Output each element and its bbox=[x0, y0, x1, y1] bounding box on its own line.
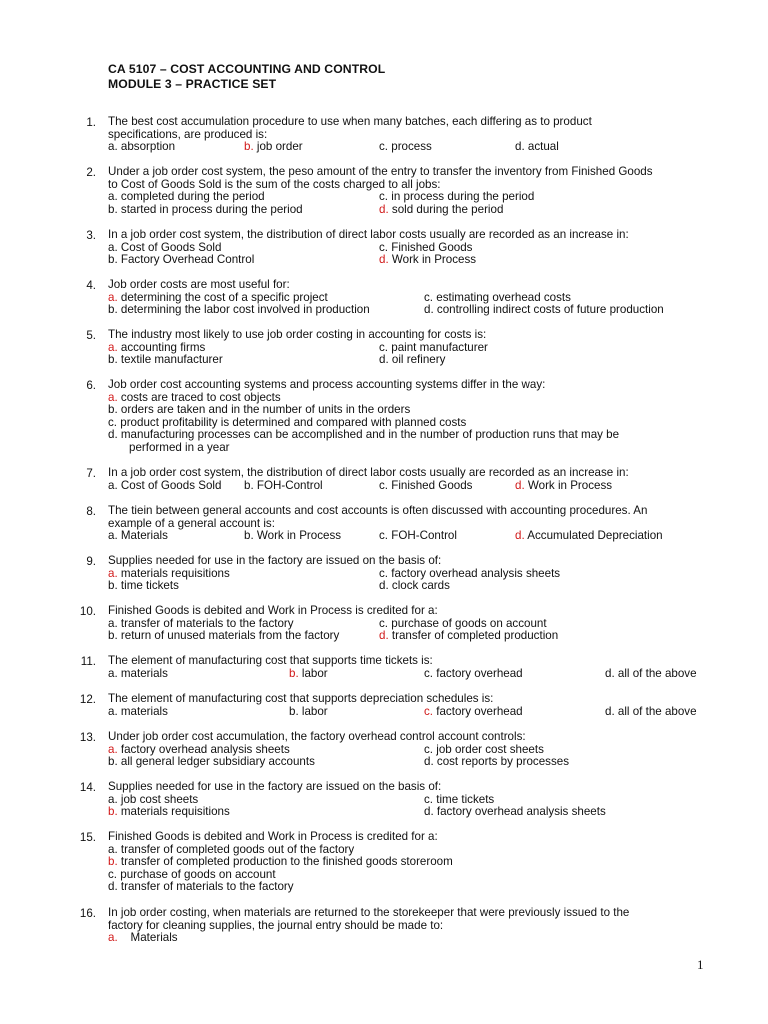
option-letter: b. bbox=[108, 629, 118, 643]
question-text: The best cost accumulation procedure to use when many batches, each differing as to product bbox=[108, 115, 592, 128]
question-text: factory for cleaning supplies, the journal entry should be made to: bbox=[108, 918, 444, 932]
answer-option bbox=[108, 580, 179, 593]
option-text: factory overhead bbox=[433, 666, 523, 680]
option-text: time tickets bbox=[433, 792, 495, 806]
option-letter: a. bbox=[108, 529, 118, 543]
correct-answer-letter: d. bbox=[379, 202, 389, 216]
option-letter: a. bbox=[108, 792, 118, 806]
option-text: orders are taken and in the number of units in the orders bbox=[117, 403, 411, 417]
option-text: FOH-Control bbox=[388, 529, 457, 543]
question-number: 7. bbox=[86, 467, 96, 480]
option-text: Work in Process bbox=[524, 478, 613, 492]
option-text: started in process during the period bbox=[117, 202, 303, 216]
option-text: materials bbox=[117, 704, 168, 718]
option-text: determining the labor cost involved in production bbox=[117, 303, 370, 317]
question-number: 6. bbox=[86, 379, 96, 392]
option-text: paint manufacturer bbox=[388, 340, 488, 354]
option-letter: c. bbox=[379, 190, 389, 204]
option-letter: d. bbox=[515, 140, 525, 154]
answer-option bbox=[108, 254, 254, 267]
question-text: The industry most likely to use job order costing in accounting for costs is: bbox=[108, 328, 487, 341]
option-letter: b. bbox=[108, 353, 118, 367]
option-letter: c. bbox=[379, 478, 389, 492]
option-text: factory overhead analysis sheets bbox=[433, 805, 606, 819]
question-text: Under a job order cost system, the peso amount of the entry to transfer the inventory from Finished Goods bbox=[108, 165, 653, 178]
question-number: 2. bbox=[86, 166, 96, 179]
answer-option bbox=[379, 254, 476, 267]
option-text: materials bbox=[117, 666, 168, 680]
option-text: factory overhead bbox=[433, 704, 523, 718]
answer-option bbox=[289, 706, 328, 719]
question-text: In a job order cost system, the distribution of direct labor costs usually are recorded as an increase in: bbox=[108, 466, 629, 479]
module-title: MODULE 3 – PRACTICE SET bbox=[108, 77, 277, 91]
answer-option bbox=[379, 630, 558, 643]
option-text: factory overhead analysis sheets bbox=[388, 566, 561, 580]
option-text: Factory Overhead Control bbox=[117, 253, 255, 267]
answer-option bbox=[605, 706, 697, 719]
page-number: 1 bbox=[697, 957, 704, 972]
option-text: Materials bbox=[117, 529, 168, 543]
question-text: In job order costing, when materials are returned to the storekeeper that were previously issued to the bbox=[108, 906, 630, 919]
option-letter: d. bbox=[424, 303, 434, 317]
option-text: textile manufacturer bbox=[117, 353, 223, 367]
course-title: CA 5107 – COST ACCOUNTING AND CONTROL bbox=[108, 62, 386, 76]
option-letter: a. bbox=[108, 240, 118, 254]
question-text: Finished Goods is debited and Work in Process is credited for a: bbox=[108, 604, 438, 617]
answer-option bbox=[424, 806, 606, 819]
question-number: 3. bbox=[86, 229, 96, 242]
option-letter: b. bbox=[108, 755, 118, 769]
option-letter: a. bbox=[108, 842, 118, 856]
option-text: labor bbox=[298, 666, 328, 680]
answer-option bbox=[244, 480, 323, 493]
option-text: completed during the period bbox=[117, 190, 265, 204]
question-number: 15. bbox=[79, 831, 96, 844]
question-text: to Cost of Goods Sold is the sum of the costs charged to all jobs: bbox=[108, 177, 441, 191]
answer-option bbox=[108, 304, 370, 317]
option-letter: a. bbox=[108, 616, 118, 630]
option-text: purchase of goods on account bbox=[388, 616, 547, 630]
correct-answer-letter: a. bbox=[108, 290, 118, 304]
correct-answer-letter: c. bbox=[424, 704, 434, 718]
option-text: controlling indirect costs of future production bbox=[433, 303, 664, 317]
option-letter: a. bbox=[108, 140, 118, 154]
option-letter: c. bbox=[379, 240, 389, 254]
answer-option bbox=[108, 530, 168, 543]
option-letter: b. bbox=[108, 303, 118, 317]
answer-option bbox=[108, 480, 221, 493]
answer-option bbox=[108, 806, 230, 819]
correct-answer-letter: d. bbox=[515, 529, 525, 543]
question-number: 11. bbox=[80, 655, 96, 668]
answer-option bbox=[108, 756, 315, 769]
option-letter: d. bbox=[379, 579, 389, 593]
option-letter: d. bbox=[424, 755, 434, 769]
option-text: job cost sheets bbox=[117, 792, 199, 806]
correct-answer-letter: a. bbox=[108, 931, 118, 945]
correct-answer-letter: a. bbox=[108, 390, 118, 404]
question-number: 10. bbox=[79, 605, 96, 618]
option-letter: b. bbox=[108, 253, 118, 267]
option-letter: c. bbox=[108, 867, 118, 881]
option-text: Finished Goods bbox=[388, 478, 473, 492]
question-text: specifications, are produced is: bbox=[108, 127, 268, 141]
answer-option bbox=[108, 354, 223, 367]
answer-option bbox=[379, 141, 432, 154]
option-text: in process during the period bbox=[388, 190, 535, 204]
option-text: Work in Process bbox=[388, 253, 477, 267]
answer-option bbox=[108, 141, 175, 154]
correct-answer-letter: a. bbox=[108, 742, 118, 756]
option-text: actual bbox=[524, 140, 559, 154]
option-text: transfer of completed goods out of the factory bbox=[117, 842, 355, 856]
option-text: materials requisitions bbox=[117, 805, 230, 819]
option-text: factory overhead analysis sheets bbox=[117, 742, 290, 756]
answer-option bbox=[108, 630, 339, 643]
option-text: accounting firms bbox=[117, 340, 206, 354]
correct-answer-letter: b. bbox=[289, 666, 299, 680]
answer-option bbox=[515, 480, 612, 493]
option-letter: c. bbox=[424, 792, 434, 806]
option-text: Finished Goods bbox=[388, 240, 473, 254]
option-letter: d. bbox=[605, 704, 615, 718]
option-text: materials requisitions bbox=[117, 566, 230, 580]
option-text: transfer of materials to the factory bbox=[117, 880, 294, 894]
answer-option bbox=[108, 204, 303, 217]
question-number: 12. bbox=[79, 693, 96, 706]
option-text: return of unused materials from the factory bbox=[117, 629, 340, 643]
option-letter: b. bbox=[108, 403, 118, 417]
question-text: Job order cost accounting systems and process accounting systems differ in the way: bbox=[108, 378, 546, 391]
option-text: Cost of Goods Sold bbox=[117, 478, 222, 492]
option-letter: c. bbox=[379, 140, 389, 154]
answer-option bbox=[424, 706, 523, 719]
option-text: product profitability is determined and compared with planned costs bbox=[117, 415, 467, 429]
question-text: Supplies needed for use in the factory are issued on the basis of: bbox=[108, 780, 442, 793]
option-letter: c. bbox=[379, 616, 389, 630]
option-letter: c. bbox=[424, 290, 434, 304]
question-text: Supplies needed for use in the factory are issued on the basis of: bbox=[108, 554, 442, 567]
option-letter: c. bbox=[379, 529, 389, 543]
question-number: 4. bbox=[86, 279, 96, 292]
option-letter: a. bbox=[108, 478, 118, 492]
option-text: manufacturing processes can be accomplished and in the number of production runs that may be bbox=[117, 428, 620, 442]
question-number: 8. bbox=[86, 505, 96, 518]
correct-answer-letter: b. bbox=[108, 855, 118, 869]
option-letter: a. bbox=[108, 704, 118, 718]
option-letter: c. bbox=[424, 666, 434, 680]
answer-option bbox=[424, 668, 523, 681]
option-letter: c. bbox=[379, 566, 389, 580]
question-number: 5. bbox=[86, 329, 96, 342]
option-text: labor bbox=[298, 704, 328, 718]
option-text: Cost of Goods Sold bbox=[117, 240, 222, 254]
option-text: estimating overhead costs bbox=[433, 290, 571, 304]
option-letter: d. bbox=[108, 428, 118, 442]
option-text: all of the above bbox=[614, 704, 697, 718]
answer-option bbox=[244, 530, 341, 543]
question-text: The element of manufacturing cost that supports depreciation schedules is: bbox=[108, 692, 494, 705]
question-number: 14. bbox=[79, 781, 96, 794]
question-text: The tiein between general accounts and cost accounts is often discussed with accounting procedures. An bbox=[108, 504, 648, 517]
correct-answer-letter: d. bbox=[379, 253, 389, 267]
question-text: Under job order cost accumulation, the factory overhead control account controls: bbox=[108, 730, 526, 743]
option-letter: d. bbox=[108, 880, 118, 894]
answer-option bbox=[108, 932, 178, 945]
answer-option bbox=[244, 141, 303, 154]
question-number: 13. bbox=[79, 731, 96, 744]
option-letter: a. bbox=[108, 190, 118, 204]
option-text: Accumulated Depreciation bbox=[524, 529, 663, 543]
option-text: process bbox=[388, 140, 432, 154]
option-letter: b. bbox=[244, 478, 254, 492]
question-number: 16. bbox=[79, 907, 96, 920]
option-text: absorption bbox=[117, 140, 176, 154]
option-letter: d. bbox=[424, 805, 434, 819]
option-text: purchase of goods on account bbox=[117, 867, 276, 881]
correct-answer-letter: d. bbox=[515, 478, 525, 492]
option-letter: c. bbox=[424, 742, 434, 756]
answer-option bbox=[424, 756, 569, 769]
option-text: time tickets bbox=[117, 579, 179, 593]
answer-option bbox=[108, 668, 168, 681]
option-letter: d. bbox=[379, 353, 389, 367]
option-text: Work in Process bbox=[253, 529, 342, 543]
option-letter: c. bbox=[108, 415, 118, 429]
option-text: all of the above bbox=[614, 666, 697, 680]
option-text: transfer of completed production bbox=[388, 629, 559, 643]
option-letter: b. bbox=[244, 529, 254, 543]
answer-option bbox=[379, 354, 445, 367]
option-letter: d. bbox=[605, 666, 615, 680]
answer-option bbox=[605, 668, 697, 681]
option-letter: a. bbox=[108, 666, 118, 680]
option-text: determining the cost of a specific project bbox=[117, 290, 328, 304]
option-text: costs are traced to cost objects bbox=[117, 390, 281, 404]
option-text: transfer of completed production to the finished goods storeroom bbox=[117, 855, 453, 869]
answer-option bbox=[108, 706, 168, 719]
option-letter: b. bbox=[108, 202, 118, 216]
question-text: example of a general account is: bbox=[108, 516, 275, 530]
option-text: sold during the period bbox=[388, 202, 504, 216]
question-text: The element of manufacturing cost that supports time tickets is: bbox=[108, 654, 433, 667]
answer-option bbox=[515, 530, 663, 543]
option-text: cost reports by processes bbox=[433, 755, 569, 769]
answer-option bbox=[379, 580, 450, 593]
option-text: Materials bbox=[117, 931, 178, 945]
answer-option bbox=[379, 530, 457, 543]
option-text: clock cards bbox=[388, 579, 450, 593]
question-number: 1. bbox=[86, 116, 96, 129]
option-letter: c. bbox=[379, 340, 389, 354]
option-letter: b. bbox=[108, 579, 118, 593]
option-text: FOH-Control bbox=[253, 478, 323, 492]
option-text: oil refinery bbox=[388, 353, 446, 367]
correct-answer-letter: b. bbox=[108, 805, 118, 819]
option-text: job order bbox=[253, 140, 303, 154]
question-number: 9. bbox=[86, 555, 96, 568]
option-letter: b. bbox=[289, 704, 299, 718]
option-text: all general ledger subsidiary accounts bbox=[117, 755, 315, 769]
answer-option bbox=[379, 204, 503, 217]
question-text: Job order costs are most useful for: bbox=[108, 278, 290, 291]
answer-option bbox=[108, 881, 294, 894]
answer-option bbox=[379, 480, 472, 493]
question-text: Finished Goods is debited and Work in Process is credited for a: bbox=[108, 830, 438, 843]
option-text-continued: performed in a year bbox=[129, 440, 230, 454]
correct-answer-letter: a. bbox=[108, 340, 118, 354]
question-text: In a job order cost system, the distribution of direct labor costs usually are recorded as an increase in: bbox=[108, 228, 629, 241]
option-text: transfer of materials to the factory bbox=[117, 616, 294, 630]
correct-answer-letter: a. bbox=[108, 566, 118, 580]
answer-option bbox=[515, 141, 559, 154]
correct-answer-letter: b. bbox=[244, 140, 254, 154]
answer-option bbox=[289, 668, 328, 681]
option-text: job order cost sheets bbox=[433, 742, 544, 756]
answer-option bbox=[424, 304, 664, 317]
correct-answer-letter: d. bbox=[379, 629, 389, 643]
